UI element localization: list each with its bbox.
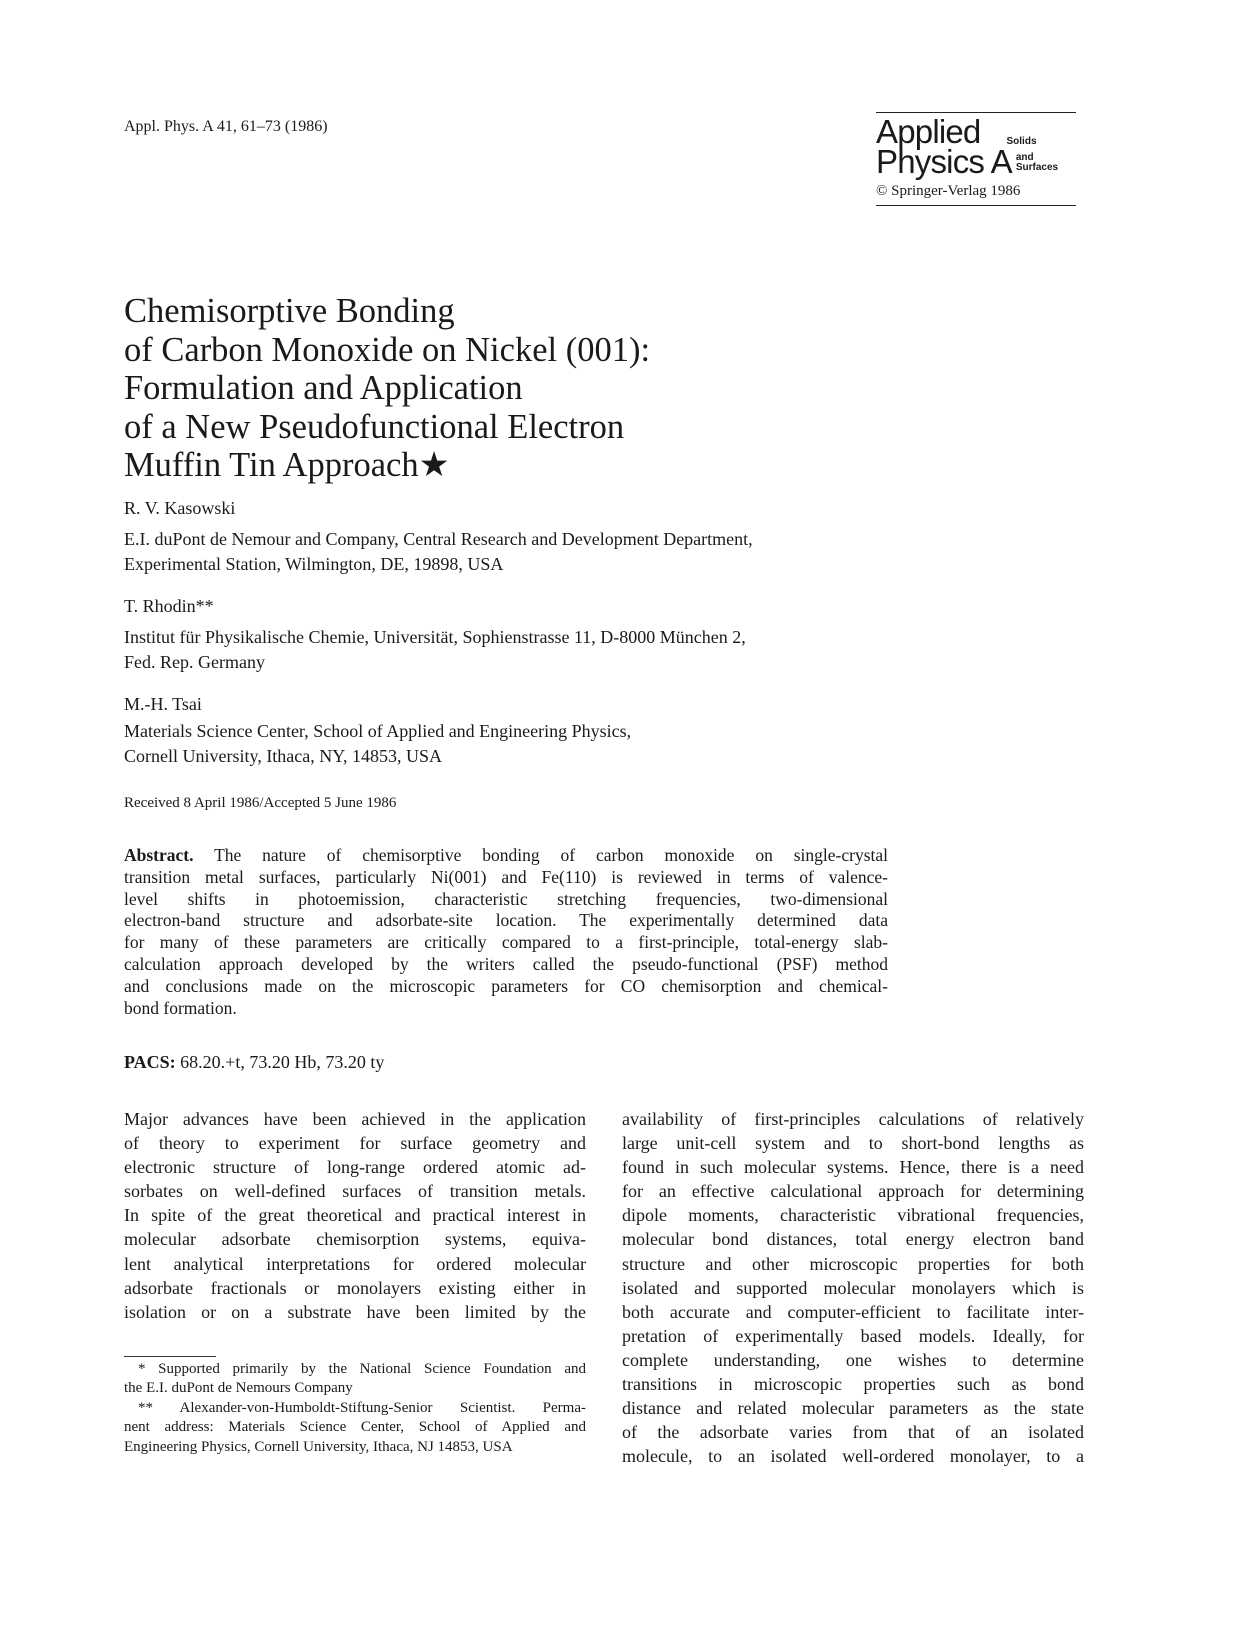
paper-title: [124, 292, 844, 485]
body-column-right: [622, 1107, 1084, 1468]
abstract-line: level shifts in photoemission, characteristic stretching frequencies, two-dimensional: [124, 888, 888, 909]
abstract-line: for many of these parameters are critically compared to a first-principle, total-energy slab-: [124, 932, 888, 953]
section-tag-and: and: [1015, 152, 1034, 163]
section-tag-solids: Solids: [1006, 136, 1037, 147]
abstract-line: bond formation.: [124, 997, 237, 1018]
footnote-line: * Supported primarily by the National Science Foundation and: [138, 1361, 586, 1377]
footnote-line: nent address: Materials Science Center, School of Applied and: [124, 1419, 586, 1436]
abstract-line: and conclusions made on the microscopic parameters for CO chemisorption and chemical-: [124, 975, 888, 996]
journal-citation: Appl. Phys. A 41, 61–73 (1986): [124, 118, 328, 135]
body-line: of the adsorbate varies from that of an isolated: [622, 1422, 1084, 1443]
body-line: both accurate and computer-efficient to facilitate inter-: [622, 1301, 1084, 1322]
abstract-line: electron-band structure and adsorbate-site location. The experimentally determined data: [124, 910, 888, 931]
body-line: Major advances have been achieved in the application: [124, 1109, 586, 1129]
abstract-text: The nature of chemisorptive bonding of carbon monoxide on single-crystal: [193, 845, 888, 865]
affiliation-line: Experimental Station, Wilmington, DE, 19898, USA: [124, 553, 504, 574]
author-name: T. Rhodin**: [124, 596, 214, 616]
title-line: Formulation and Application: [124, 369, 523, 407]
title-line: of a New Pseudofunctional Electron: [124, 407, 625, 446]
body-column-left: [124, 1107, 586, 1324]
body-line: isolation or on a substrate have been limited by the: [124, 1301, 586, 1322]
body-line: molecular adsorbate chemisorption systems, equiva-: [124, 1229, 586, 1250]
body-line: structure and other microscopic properties for both: [622, 1253, 1084, 1274]
author-affiliation: [124, 719, 924, 768]
body-line: adsorbate fractionals or monolayers existing either in: [124, 1277, 586, 1298]
body-line: isolated and supported molecular monolayers which is: [622, 1277, 1084, 1298]
body-line: found in such molecular systems. Hence, there is a need: [622, 1157, 1084, 1178]
body-line: In spite of the great theoretical and practical interest in: [124, 1205, 586, 1226]
body-line: electronic structure of long-range ordered atomic ad-: [124, 1157, 586, 1178]
section-tag-stack: [1016, 153, 1058, 173]
author-name: R. V. Kasowski: [124, 498, 236, 518]
body-line: availability of first-principles calculations of relatively: [622, 1109, 1084, 1129]
abstract-label: Abstract.: [124, 845, 194, 865]
body-line: of theory to experiment for surface geometry and: [124, 1133, 586, 1154]
pacs-label: PACS:: [124, 1052, 176, 1072]
abstract-line: [124, 845, 888, 867]
affiliation-line: Institut für Physikalische Chemie, Universität, Sophienstrasse 11, D-8000 München 2,: [124, 627, 746, 647]
footnote-line: ** Alexander-von-Humboldt-Stiftung-Senior Scientist. Perma-: [138, 1399, 586, 1416]
body-line: distance and related molecular parameters as the state: [622, 1398, 1084, 1419]
title-line: Muffin Tin Approach★: [124, 446, 450, 484]
author-name: M.-H. Tsai: [124, 694, 202, 714]
abstract-line: transition metal surfaces, particularly Ni(001) and Fe(110) is reviewed in terms of valence-: [124, 866, 888, 887]
body-line: large unit-cell system and to short-bond lengths as: [622, 1133, 1084, 1154]
affiliation-line: Cornell University, Ithaca, NY, 14853, USA: [124, 745, 442, 766]
body-line: complete understanding, one wishes to determine: [622, 1349, 1084, 1370]
section-tag-surfaces: Surfaces: [1015, 162, 1059, 173]
body-line: lent analytical interpretations for ordered molecular: [124, 1253, 586, 1274]
copyright-notice: © Springer-Verlag 1986: [876, 183, 1021, 199]
body-line: for an effective calculational approach for determining: [622, 1181, 1084, 1202]
affiliation-line: E.I. duPont de Nemour and Company, Central Research and Development Department,: [124, 529, 753, 549]
body-line: pretation of experimentally based models. Ideally, for: [622, 1325, 1084, 1346]
title-line: of Carbon Monoxide on Nickel (001):: [124, 330, 651, 369]
body-line: molecule, to an isolated well-ordered monolayer, to a: [622, 1446, 1084, 1467]
footnote-line: the E.I. duPont de Nemours Company: [124, 1380, 353, 1397]
body-line: sorbates on well-defined surfaces of transition metals.: [124, 1181, 586, 1202]
footnotes: [124, 1360, 586, 1457]
body-line: molecular bond distances, total energy electron band: [622, 1229, 1084, 1250]
pacs-value: 68.20.+t, 73.20 Hb, 73.20 ty: [175, 1052, 385, 1072]
abstract: [124, 845, 888, 1019]
footnote-divider: [124, 1356, 216, 1357]
body-line: dipole moments, characteristic vibrational frequencies,: [622, 1205, 1084, 1226]
pacs-codes: [124, 1052, 384, 1073]
affiliation-line: Materials Science Center, School of Applied and Engineering Physics,: [124, 721, 632, 741]
journal-name-line-1: Applied: [876, 113, 981, 150]
journal-logo-box: [876, 112, 1076, 206]
title-line: Chemisorptive Bonding: [124, 292, 455, 330]
author-affiliation: [124, 625, 924, 674]
journal-name-line-2: Physics A: [876, 143, 1012, 180]
journal-logo-row-2: [876, 143, 1076, 180]
abstract-line: calculation approach developed by the writers called the pseudo-functional (PSF) method: [124, 953, 888, 974]
body-line: transitions in microscopic properties such as bond: [622, 1374, 1084, 1395]
affiliation-line: Fed. Rep. Germany: [124, 651, 265, 672]
received-dates: Received 8 April 1986/Accepted 5 June 1986: [124, 795, 397, 811]
author-affiliation: [124, 527, 924, 576]
footnote-line: Engineering Physics, Cornell University, Ithaca, NJ 14853, USA: [124, 1438, 513, 1455]
